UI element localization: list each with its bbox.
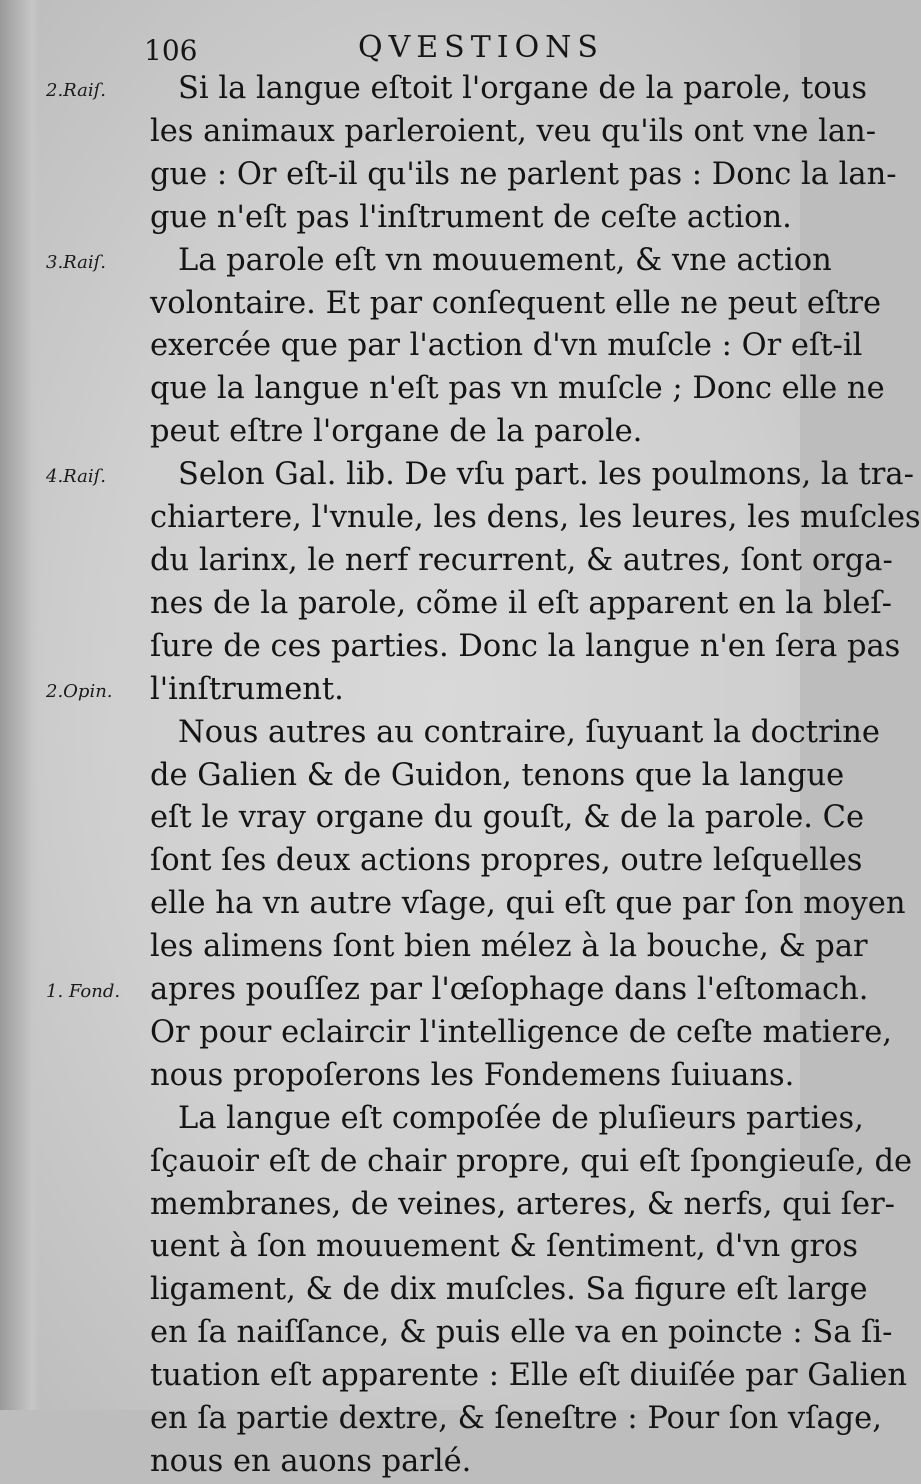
text-line: eſt le vray organe du gouſt, & de la parole. Ce — [150, 800, 865, 836]
text-line: gue : Or eſt-il qu'ils ne parlent pas : Donc la lan- — [150, 156, 897, 192]
text-line: exercée que par l'action d'vn muſcle : Or eſt-il — [150, 328, 863, 364]
margin-notes — [0, 0, 150, 1410]
text-line: ligament, & de dix muſcles. Sa figure eſt large — [150, 1272, 868, 1308]
margin-note: 1. Fond. — [46, 980, 121, 1002]
text-line: nes de la parole, cõme il eſt apparent en la bleſ- — [150, 585, 892, 621]
page-header — [140, 26, 660, 66]
text-line: chiartere, l'vnule, les dens, les leures, les muſcles — [150, 500, 921, 536]
text-line: ſçauoir eſt de chair propre, qui eſt ſpongieuſe, de — [150, 1143, 913, 1179]
text-line: Selon Gal. lib. De vſu part. les poulmons, la tra- — [178, 457, 914, 493]
text-line: en ſa partie dextre, & ſeneſtre : Pour ſon vſage, — [150, 1401, 882, 1437]
text-line: ſont ſes deux actions propres, outre leſquelles — [150, 843, 863, 879]
text-line: les animaux parleroient, veu qu'ils ont vne lan- — [150, 113, 876, 149]
text-line: peut eſtre l'organe de la parole. — [150, 414, 643, 450]
text-line: membranes, de veines, arteres, & nerfs, qui ſer- — [150, 1186, 895, 1222]
text-line: Or pour eclaircir l'intelligence de ceſte matiere, — [150, 1014, 892, 1050]
margin-note: 2.Opin. — [46, 680, 113, 702]
text-line: du larinx, le nerf recurrent, & autres, ſont orga- — [150, 542, 893, 578]
text-line: les alimens ſont bien mélez à la bouche, & par — [150, 929, 868, 965]
running-title: QVESTIONS — [358, 30, 604, 65]
margin-note: 4.Raiſ. — [46, 466, 107, 488]
text-line: Si la langue eſtoit l'organe de la parole, tous — [178, 71, 867, 106]
text-line: ſure de ces parties. Donc la langue n'en ſera pas — [150, 628, 901, 664]
text-line: en ſa naiſſance, & puis elle va en poincte : Sa ſi- — [150, 1315, 893, 1351]
text-line: apres pouſſez par l'œſophage dans l'eſtomach. — [150, 972, 869, 1008]
text-line: de Galien & de Guidon, tenons que la langue — [150, 757, 845, 793]
text-line: elle ha vn autre vſage, qui eſt que par ſon moyen — [150, 886, 906, 922]
text-line: nous propoſerons les Fondemens ſuiuans. — [150, 1057, 795, 1093]
text-line: tuation eſt apparente : Elle eſt diuiſée par Galien — [150, 1358, 908, 1394]
text-line: La parole eſt vn mouuement, & vne action — [178, 242, 832, 278]
margin-note: 3.Raiſ. — [46, 251, 107, 273]
text-line: Nous autres au contraire, ſuyuant la doctrine — [178, 714, 880, 750]
text-line: gue n'eſt pas l'inſtrument de ceſte action. — [150, 199, 792, 235]
text-line: uent à ſon mouuement & ſentiment, d'vn gros — [150, 1229, 859, 1265]
page-number: 106 — [144, 34, 198, 67]
text-line: La langue eſt compoſée de pluſieurs parties, — [178, 1100, 864, 1136]
text-line: nous en auons parlé. — [150, 1444, 472, 1479]
text-line: l'inſtrument. — [150, 671, 344, 707]
text-line: volontaire. Et par conſequent elle ne peut eſtre — [150, 285, 882, 321]
text-line: que la langue n'eſt pas vn muſcle ; Donc elle ne — [150, 371, 885, 407]
body-text — [150, 68, 921, 1484]
margin-note: 2.Raiſ. — [46, 80, 107, 101]
